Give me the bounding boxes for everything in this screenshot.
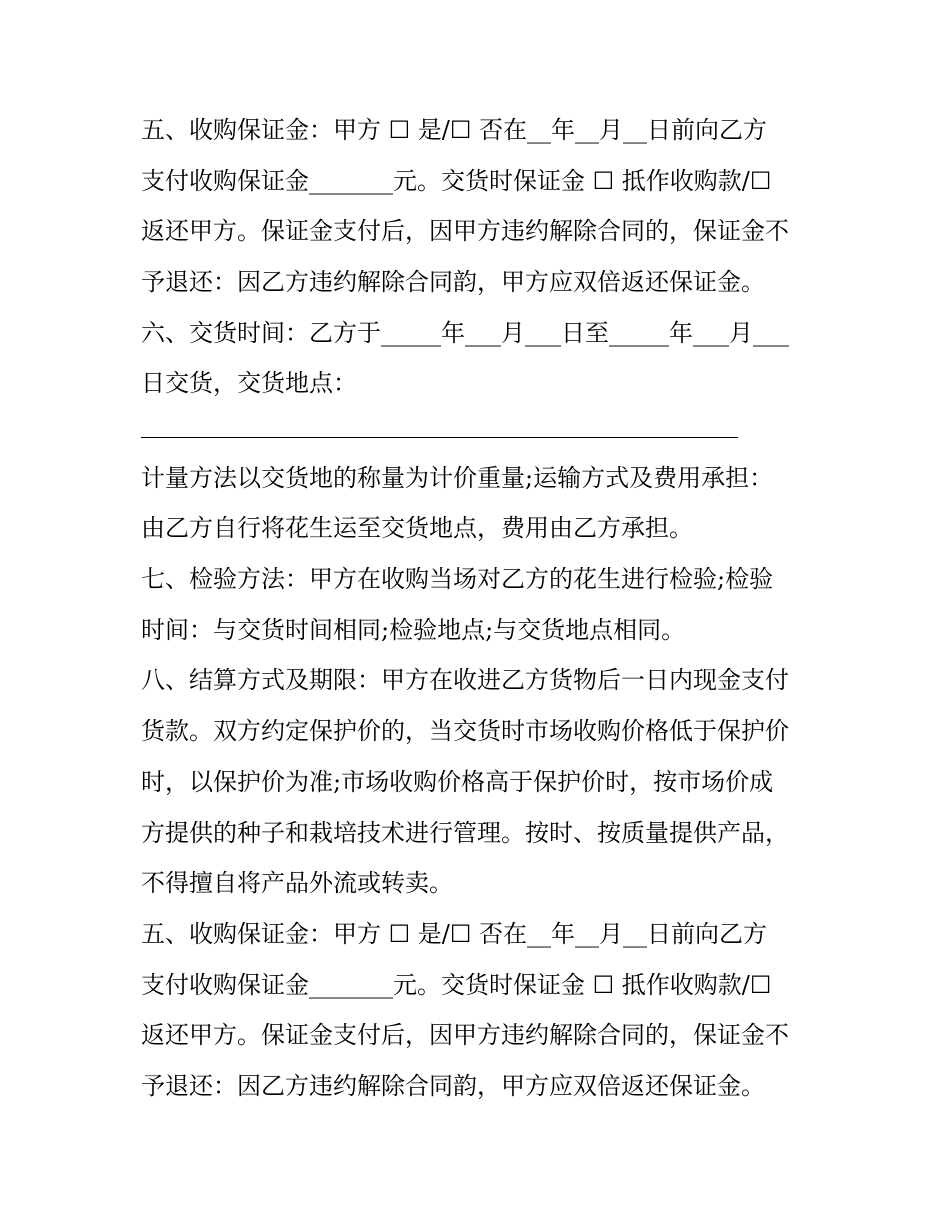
text-line: 由乙方自行将花生运至交货地点，费用由乙方承担。 <box>141 514 693 542</box>
text-line: 支付收购保证金_______元。交货时保证金 ☐ 抵作收购款/☐ <box>141 167 772 195</box>
text-line: 予退还：因乙方违约解除合同韵，甲方应双倍返还保证金。 <box>141 268 765 296</box>
text-line: 方提供的种子和栽培技术进行管理。按时、按质量提供产品， <box>141 819 789 847</box>
text-line: 六、交货时间：乙方于_____年___月___日至_____年___月___ <box>141 319 789 347</box>
delivery-location-blank-line <box>141 437 738 438</box>
text-line: 支付收购保证金_______元。交货时保证金 ☐ 抵作收购款/☐ <box>141 971 772 999</box>
text-line: 七、检验方法：甲方在收购当场对乙方的花生进行检验;检验 <box>141 565 774 593</box>
text-line: 五、收购保证金：甲方 ☐ 是/☐ 否在__年__月__日前向乙方 <box>141 920 768 948</box>
text-line: 五、收购保证金：甲方 ☐ 是/☐ 否在__年__月__日前向乙方 <box>141 116 768 144</box>
text-line: 不得擅自将产品外流或转卖。 <box>141 869 453 897</box>
text-line: 计量方法以交货地的称量为计价重量;运输方式及费用承担： <box>141 464 774 492</box>
text-line: 予退还：因乙方违约解除合同韵，甲方应双倍返还保证金。 <box>141 1072 765 1100</box>
text-line: 八、结算方式及期限：甲方在收进乙方货物后一日内现金支付 <box>141 666 789 694</box>
text-line: 时间：与交货时间相同;检验地点;与交货地点相同。 <box>141 616 686 644</box>
text-line: 返还甲方。保证金支付后，因甲方违约解除合同的，保证金不 <box>141 1021 789 1049</box>
text-line: 日交货，交货地点： <box>141 369 357 397</box>
text-line: 货款。双方约定保护价的，当交货时市场收购价格低于保护价 <box>141 717 789 745</box>
text-line: 时，以保护价为准;市场收购价格高于保护价时，按市场价成 <box>141 768 774 796</box>
text-line: 返还甲方。保证金支付后，因甲方违约解除合同的，保证金不 <box>141 217 789 245</box>
